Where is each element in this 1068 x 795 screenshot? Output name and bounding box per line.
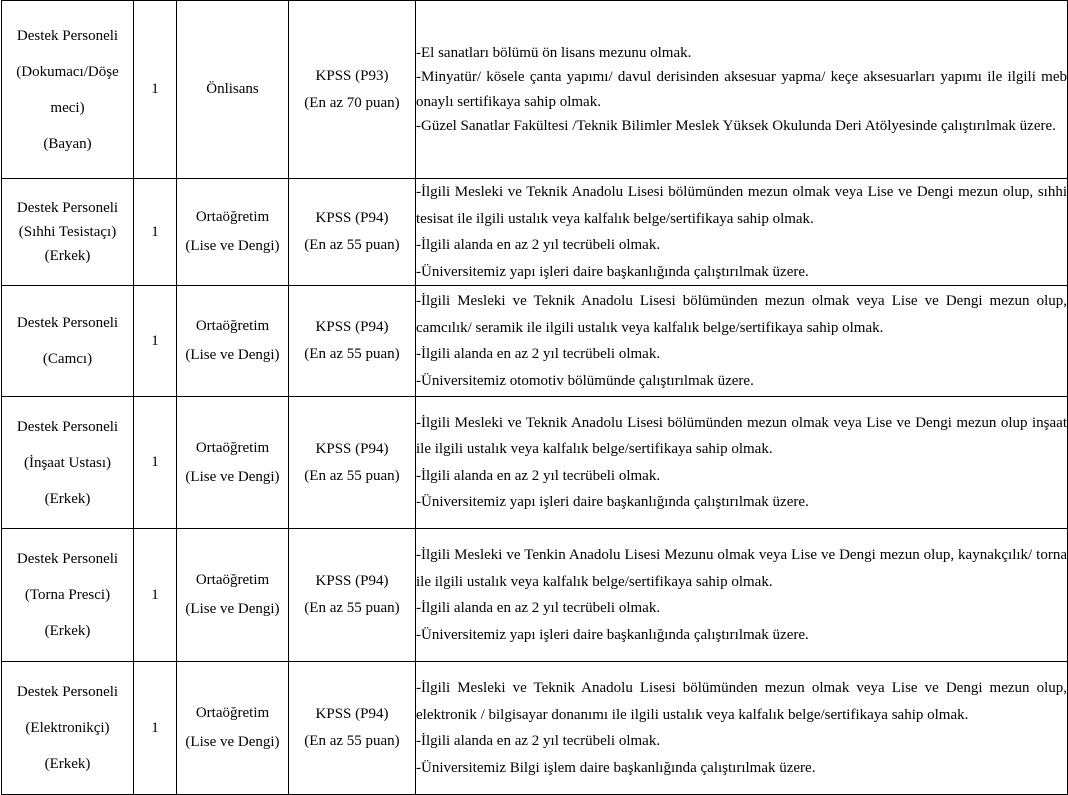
kpss-score-line: KPSS (P94): [315, 573, 389, 589]
requirements-cell: [416, 529, 1068, 662]
position-title-line: Destek Personeli: [16, 315, 119, 331]
position-title-line: (Torna Presci): [24, 587, 111, 603]
education-level-line: Ortaöğretim: [195, 572, 270, 588]
education-level-cell: [177, 529, 289, 662]
kpss-score-line: (En az 55 puan): [304, 733, 400, 749]
table-row: [2, 286, 1068, 397]
table-row: [2, 397, 1068, 529]
table-row: [2, 662, 1068, 795]
education-level-cell: [177, 286, 289, 397]
education-level-line: (Lise ve Dengi): [185, 238, 280, 254]
requirement-item: -İlgili alanda en az 2 yıl tecrübeli olmak.: [416, 733, 661, 749]
kpss-score-line: (En az 55 puan): [304, 467, 400, 484]
kpss-score-line: KPSS (P94): [315, 210, 389, 226]
position-count: 1: [134, 397, 177, 529]
education-level-line: (Lise ve Dengi): [185, 601, 280, 617]
requirement-item: -İlgili alanda en az 2 yıl tecrübeli olmak.: [416, 346, 661, 362]
position-title-cell: [2, 179, 134, 286]
requirement-item: -Minyatür/ kösele çanta yapımı/ davul derisinden aksesuar yapma/ keçe aksesuarları yapımı ile ilgili meb onaylı sertifikaya sahip olmak.: [416, 69, 1067, 110]
position-title-cell: [2, 397, 134, 529]
position-title-line: Destek Personeli: [16, 551, 119, 567]
kpss-score-cell: [289, 286, 416, 397]
kpss-score-cell: [289, 179, 416, 286]
position-title-line: (Camcı): [42, 351, 93, 367]
table-row: [2, 179, 1068, 286]
requirement-item: -İlgili Mesleki ve Teknik Anadolu Lisesi bölümünden mezun olmak veya Lise ve Dengi mezun olup inşaat ile ilgili ustalık veya kalfalık belge/sertifikaya sahip olmak.: [416, 414, 1067, 457]
requirement-item: -Üniversitemiz Bilgi işlem daire başkanlığında çalıştırılmak üzere.: [416, 759, 816, 776]
education-level-cell: [177, 662, 289, 795]
requirement-item: -Üniversitemiz otomotiv bölümünde çalıştırılmak üzere.: [416, 372, 754, 389]
requirement-item: -İlgili Mesleki ve Tenkin Anadolu Lisesi Mezunu olmak veya Lise ve Dengi mezun olup, kaynakçılık/ torna ile ilgili ustalık veya kalfalık belge/sertifikaya sahip olmak.: [416, 547, 1067, 590]
kpss-score-line: (En az 55 puan): [304, 237, 400, 253]
position-title-line: (Bayan): [43, 135, 92, 152]
requirement-item: -İlgili Mesleki ve Teknik Anadolu Lisesi bölümünden mezun olmak veya Lise ve Dengi mezun olup, camcılık/ seramik ile ilgili ustalık veya kalfalık belge/sertifikaya sahip olmak.: [416, 293, 1067, 336]
requirements-cell: [416, 286, 1068, 397]
position-title-line: (Erkek): [44, 623, 91, 639]
kpss-score-line: KPSS (P93): [315, 67, 389, 84]
requirement-item: -İlgili alanda en az 2 yıl tecrübeli olmak.: [416, 600, 661, 616]
position-title-cell: [2, 662, 134, 795]
position-title-line: Destek Personeli: [16, 200, 119, 216]
position-count: 1: [134, 179, 177, 286]
education-level-line: Ortaöğretim: [195, 439, 270, 456]
requirement-item: -El sanatları bölümü ön lisans mezunu olmak.: [416, 44, 692, 61]
education-level-line: (Lise ve Dengi): [185, 734, 280, 750]
kpss-score-line: (En az 55 puan): [304, 346, 400, 362]
education-level-line: Ortaöğretim: [195, 209, 270, 225]
kpss-score-cell: [289, 529, 416, 662]
education-level-line: (Lise ve Dengi): [185, 468, 280, 485]
position-title-line: Destek Personeli: [16, 684, 119, 700]
kpss-score-line: KPSS (P94): [315, 440, 389, 457]
education-level-line: (Lise ve Dengi): [185, 347, 280, 363]
position-title-line: Destek Personeli: [16, 418, 119, 435]
kpss-score-cell: [289, 397, 416, 529]
requirement-item: -Güzel Sanatlar Fakültesi /Teknik Bilimler Meslek Yüksek Okulunda Deri Atölyesinde çalıştırılmak üzere.: [416, 118, 1056, 134]
education-level-cell: [177, 1, 289, 179]
position-title-line: Destek Personeli: [16, 27, 119, 44]
position-count: 1: [134, 1, 177, 179]
education-level-cell: [177, 397, 289, 529]
position-title-line: meci): [50, 99, 85, 116]
requirement-item: -Üniversitemiz yapı işleri daire başkanlığında çalıştırılmak üzere.: [416, 626, 809, 643]
job-positions-table: [1, 0, 1068, 795]
position-title-cell: [2, 1, 134, 179]
kpss-score-cell: [289, 662, 416, 795]
kpss-score-line: (En az 55 puan): [304, 600, 400, 616]
table-row: [2, 529, 1068, 662]
kpss-score-line: KPSS (P94): [315, 319, 389, 335]
requirement-item: -İlgili Mesleki ve Teknik Anadolu Lisesi bölümünden mezun olmak veya Lise ve Dengi mezun olup, sıhhi tesisat ile ilgili ustalık veya kalfalık belge/sertifikaya sahip olmak.: [416, 184, 1067, 227]
requirement-item: -Üniversitemiz yapı işleri daire başkanlığında çalıştırılmak üzere.: [416, 494, 809, 510]
kpss-score-cell: [289, 1, 416, 179]
position-count: 1: [134, 529, 177, 662]
position-title-line: (İnşaat Ustası): [23, 454, 112, 471]
position-title-line: (Erkek): [44, 490, 91, 507]
requirement-item: -İlgili alanda en az 2 yıl tecrübeli olmak.: [416, 237, 661, 253]
education-level-line: Ortaöğretim: [195, 318, 270, 334]
requirement-item: -İlgili Mesleki ve Teknik Anadolu Lisesi bölümünden mezun olmak veya Lise ve Dengi mezun olup, elektronik / bilgisayar donanımı ile ilgili ustalık veya kalfalık belge/sertifikaya sahip olmak.: [416, 680, 1067, 723]
kpss-score-line: (En az 70 puan): [304, 94, 400, 111]
requirements-cell: [416, 1, 1068, 179]
position-title-line: (Sıhhi Tesistaçı): [18, 224, 117, 240]
requirements-cell: [416, 662, 1068, 795]
table-row: [2, 1, 1068, 179]
kpss-score-line: KPSS (P94): [315, 706, 389, 722]
education-level-cell: [177, 179, 289, 286]
requirements-cell: [416, 397, 1068, 529]
requirement-item: -İlgili alanda en az 2 yıl tecrübeli olmak.: [416, 467, 661, 484]
requirements-cell: [416, 179, 1068, 286]
position-count: 1: [134, 662, 177, 795]
position-count: 1: [134, 286, 177, 397]
position-title-line: (Erkek): [44, 248, 91, 264]
education-level-line: Ortaöğretim: [195, 705, 270, 721]
requirement-item: -Üniversitemiz yapı işleri daire başkanlığında çalıştırılmak üzere.: [416, 263, 809, 280]
position-title-line: (Dokumacı/Döşe: [16, 63, 119, 80]
education-level-line: Önlisans: [206, 81, 259, 97]
position-title-cell: [2, 286, 134, 397]
position-title-line: (Elektronikçi): [25, 720, 110, 736]
position-title-cell: [2, 529, 134, 662]
position-title-line: (Erkek): [44, 756, 91, 772]
